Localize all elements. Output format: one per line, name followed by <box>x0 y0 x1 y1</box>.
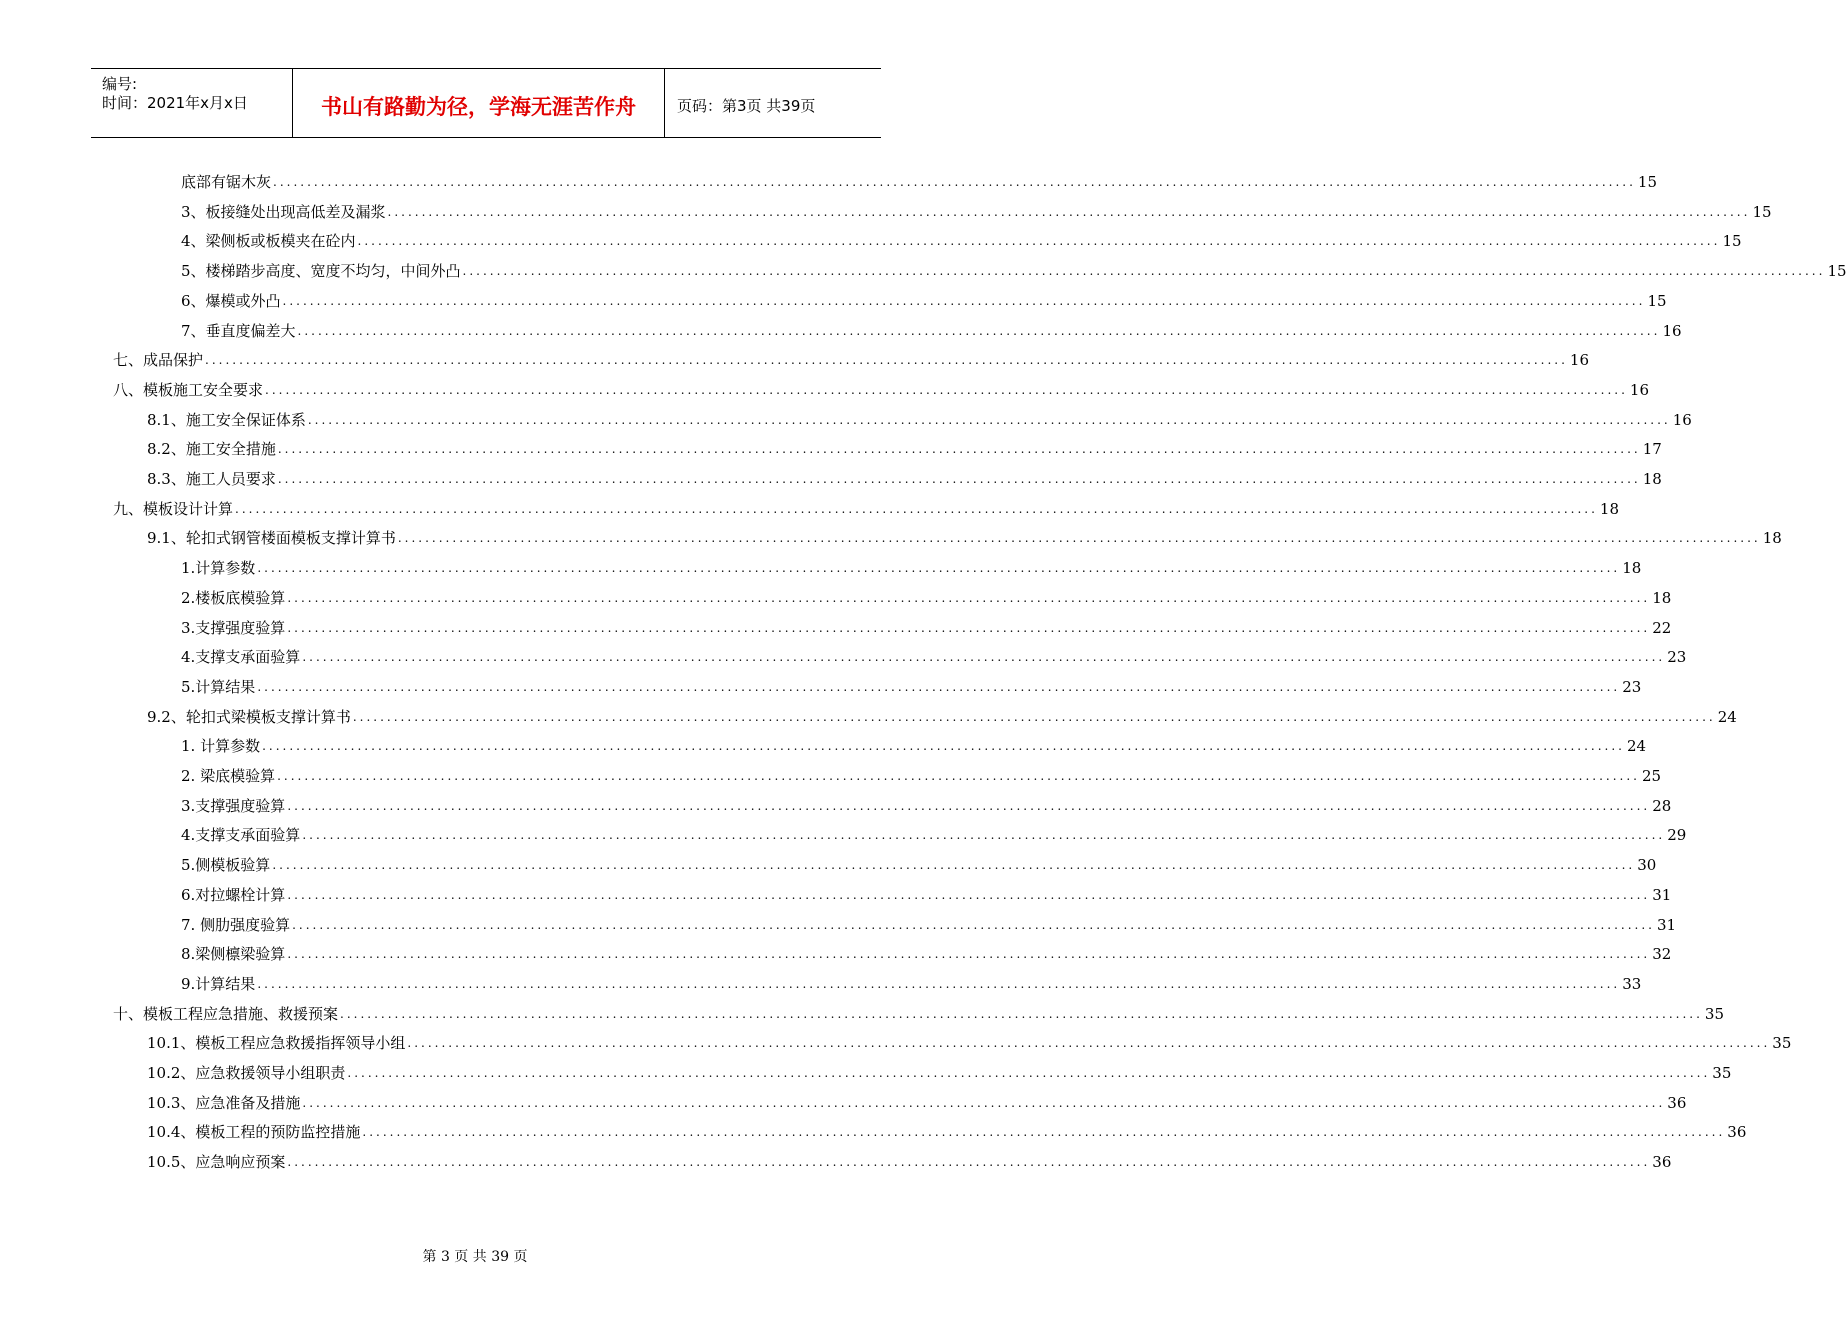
toc-entry-page: 31 <box>1656 915 1677 934</box>
toc-entry-title: 4.支撑支承面验算 <box>181 648 301 667</box>
toc-dot-leader: ........................................................................................................................................................................................................ <box>407 1036 1771 1051</box>
toc-entry-title: 8.1、施工安全保证体系 <box>147 410 306 429</box>
toc-entry[interactable] <box>147 437 1662 459</box>
toc-entry-title: 10.5、应急响应预案 <box>147 1153 286 1172</box>
toc-entry[interactable] <box>147 1061 1732 1083</box>
toc-entry[interactable] <box>181 764 1662 786</box>
toc-entry-page: 24 <box>1626 737 1647 756</box>
toc-entry[interactable] <box>181 942 1672 964</box>
toc-entry-title: 6.对拉螺栓计算 <box>181 885 286 904</box>
toc-entry-title: 4、梁侧板或板模夹在砼内 <box>181 232 356 251</box>
toc-entry-title: 9.1、轮扣式钢管楼面模板支撑计算书 <box>147 529 396 548</box>
toc-entry-page: 23 <box>1622 677 1642 696</box>
toc-entry-title: 5、楼梯踏步高度、宽度不均匀，中间外凸 <box>181 262 461 281</box>
toc-entry-title: 8.2、施工安全措施 <box>147 440 276 459</box>
toc-entry-title: 8.梁侧檩梁验算 <box>181 945 286 964</box>
toc-entry-page: 17 <box>1642 440 1662 459</box>
toc-dot-leader: ........................................................................................................................................................................................................ <box>292 917 1655 932</box>
toc-entry[interactable] <box>147 1091 1687 1113</box>
toc-dot-leader: ........................................................................................................................................................................................................ <box>287 620 1651 635</box>
toc-entry-title: 3.支撑强度验算 <box>181 796 286 815</box>
toc-dot-leader: ........................................................................................................................................................................................................ <box>282 293 1646 308</box>
toc-dot-leader: ........................................................................................................................................................................................................ <box>235 501 1598 516</box>
toc-entry-page: 18 <box>1622 559 1642 578</box>
toc-entry-title: 10.3、应急准备及措施 <box>147 1093 301 1112</box>
toc-entry-title: 4.支撑支承面验算 <box>181 826 301 845</box>
toc-dot-leader: ........................................................................................................................................................................................................ <box>302 1095 1666 1110</box>
toc-entry[interactable] <box>181 616 1672 638</box>
toc-entry-page: 22 <box>1652 618 1672 637</box>
toc-entry[interactable] <box>147 526 1782 548</box>
toc-entry-title: 7. 侧肋强度验算 <box>181 915 291 934</box>
toc-dot-leader: ........................................................................................................................................................................................................ <box>287 590 1651 605</box>
toc-entry-title: 八、模板施工安全要求 <box>113 380 264 399</box>
toc-dot-leader: ........................................................................................................................................................................................................ <box>302 828 1666 843</box>
toc-entry[interactable] <box>147 467 1662 489</box>
toc-entry-title: 七、成品保护 <box>113 351 204 370</box>
toc-dot-leader: ........................................................................................................................................................................................................ <box>265 382 1628 397</box>
toc-entry-title: 10.4、模板工程的预防监控措施 <box>147 1123 361 1142</box>
toc-entry-page: 32 <box>1652 945 1672 964</box>
toc-entry-page: 15 <box>1827 262 1847 281</box>
toc-dot-leader: ........................................................................................................................................................................................................ <box>257 976 1621 991</box>
toc-entry-page: 25 <box>1641 767 1662 785</box>
toc-entry[interactable] <box>181 319 1682 341</box>
toc-entry-page: 23 <box>1667 648 1687 667</box>
toc-dot-leader: ........................................................................................................................................................................................................ <box>352 709 1716 724</box>
toc-entry[interactable] <box>113 497 1619 519</box>
toc-entry-page: 24 <box>1717 707 1737 726</box>
toc-entry-title: 1.计算参数 <box>181 559 256 578</box>
toc-dot-leader: ........................................................................................................................................................................................................ <box>362 1125 1726 1140</box>
toc-dot-leader: ........................................................................................................................................................................................................ <box>257 679 1621 694</box>
toc-entry-page: 29 <box>1667 826 1687 845</box>
toc-entry-page: 28 <box>1652 796 1672 815</box>
toc-entry-page: 33 <box>1622 974 1642 993</box>
toc-entry-page: 35 <box>1704 1004 1724 1023</box>
header-page-info: 页码：第3页 共39页 <box>677 97 816 115</box>
toc-entry-title: 3、板接缝处出现高低差及漏浆 <box>181 202 386 221</box>
toc-entry[interactable] <box>181 229 1742 251</box>
toc-entry-title: 5.侧模板验算 <box>181 856 271 875</box>
toc-entry-title: 8.3、施工人员要求 <box>147 470 276 488</box>
toc-entry-title: 十、模板工程应急措施、救援预案 <box>113 1004 339 1023</box>
toc-entry[interactable] <box>113 1002 1724 1024</box>
toc-entry-title: 5.计算结果 <box>181 677 256 696</box>
toc-dot-leader: ........................................................................................................................................................................................................ <box>302 650 1666 665</box>
toc-entry-page: 35 <box>1712 1064 1732 1082</box>
toc-entry-title: 2. 梁底模验算 <box>181 767 276 785</box>
toc-entry-title: 10.2、应急救援领导小组职责 <box>147 1064 346 1082</box>
toc-entry[interactable] <box>181 913 1677 935</box>
toc-entry-title: 3.支撑强度验算 <box>181 618 286 637</box>
toc-entry-page: 16 <box>1662 321 1682 340</box>
toc-dot-leader: ........................................................................................................................................................................................................ <box>277 442 1641 457</box>
toc-entry-page: 36 <box>1667 1093 1687 1112</box>
toc-entry[interactable] <box>181 259 1847 281</box>
toc-entry-page: 36 <box>1727 1123 1747 1142</box>
toc-entry-title: 底部有锯木灰 <box>181 173 272 191</box>
toc-entry[interactable] <box>181 645 1687 667</box>
page-footer: 第 3 页 共 39 页 <box>422 1249 528 1265</box>
toc-entry[interactable] <box>181 734 1647 756</box>
toc-entry[interactable] <box>181 556 1642 578</box>
toc-dot-leader: ........................................................................................................................................................................................................ <box>307 412 1671 427</box>
toc-entry[interactable] <box>181 823 1687 845</box>
toc-entry-page: 16 <box>1569 351 1589 370</box>
toc-dot-leader: ........................................................................................................................................................................................................ <box>287 947 1651 962</box>
toc-dot-leader: ........................................................................................................................................................................................................ <box>462 264 1826 279</box>
toc-entry-title: 6、爆模或外凸 <box>181 291 281 310</box>
toc-entry-title: 9.计算结果 <box>181 974 256 993</box>
toc-entry[interactable] <box>181 170 1657 192</box>
toc-entry-title: 九、模板设计计算 <box>113 499 234 518</box>
toc-dot-leader: ........................................................................................................................................................................................................ <box>277 472 1641 486</box>
toc-entry-page: 36 <box>1652 1153 1672 1172</box>
toc-entry-title: 2.楼板底模验算 <box>181 588 286 607</box>
toc-dot-leader: ........................................................................................................................................................................................................ <box>287 887 1651 902</box>
toc-entry[interactable] <box>181 289 1667 311</box>
toc-dot-leader: ........................................................................................................................................................................................................ <box>272 858 1636 873</box>
toc-entry-page: 18 <box>1762 529 1782 548</box>
toc-dot-leader: ........................................................................................................................................................................................................ <box>340 1006 1703 1021</box>
document-time-label: 时间：2021年x月x日 <box>102 94 248 112</box>
header-motto: 书山有路勤为径，学海无涯苦作舟 <box>321 95 636 119</box>
toc-dot-leader: ........................................................................................................................................................................................................ <box>397 531 1761 546</box>
toc-dot-leader: ........................................................................................................................................................................................................ <box>262 739 1625 754</box>
toc-entry-page: 18 <box>1642 470 1662 488</box>
toc-dot-leader: ........................................................................................................................................................................................................ <box>387 204 1751 219</box>
toc-dot-leader: ........................................................................................................................................................................................................ <box>347 1066 1711 1080</box>
toc-entry-title: 10.1、模板工程应急救援指挥领导小组 <box>147 1034 406 1053</box>
document-number-label: 编号: <box>102 75 138 93</box>
toc-entry[interactable] <box>113 348 1589 370</box>
toc-entry[interactable] <box>181 794 1672 816</box>
toc-entry-page: 15 <box>1722 232 1742 251</box>
toc-dot-leader: ........................................................................................................................................................................................................ <box>297 323 1661 338</box>
toc-entry[interactable] <box>113 378 1649 400</box>
toc-entry[interactable] <box>181 853 1657 875</box>
toc-entry-page: 16 <box>1672 410 1692 429</box>
toc-entry-page: 15 <box>1647 291 1667 310</box>
toc-entry-page: 15 <box>1752 202 1772 221</box>
toc-dot-leader: ........................................................................................................................................................................................................ <box>205 353 1568 368</box>
toc-entry-title: 9.2、轮扣式梁模板支撑计算书 <box>147 707 351 726</box>
toc-entry-page: 35 <box>1772 1034 1792 1053</box>
toc-entry-page: 31 <box>1652 885 1672 904</box>
toc-entry[interactable] <box>147 1120 1747 1142</box>
toc-entry[interactable] <box>181 586 1672 608</box>
toc-entry-title: 7、垂直度偏差大 <box>181 321 296 340</box>
toc-entry[interactable] <box>181 972 1642 994</box>
toc-entry-page: 18 <box>1652 588 1672 607</box>
toc-entry[interactable] <box>147 408 1692 430</box>
toc-entry-title: 1. 计算参数 <box>181 737 261 756</box>
toc-entry[interactable] <box>147 705 1737 727</box>
toc-entry-page: 18 <box>1599 499 1619 518</box>
toc-dot-leader: ........................................................................................................................................................................................................ <box>273 175 1636 189</box>
toc-entry[interactable] <box>147 1150 1672 1172</box>
toc-entry[interactable] <box>147 1031 1792 1053</box>
toc-entry-page: 16 <box>1629 380 1649 399</box>
toc-entry[interactable] <box>181 883 1672 905</box>
toc-entry-page: 15 <box>1637 173 1657 191</box>
toc-dot-leader: ........................................................................................................................................................................................................ <box>357 234 1721 249</box>
toc-entry-page: 30 <box>1637 856 1657 875</box>
toc-entry[interactable] <box>181 675 1642 697</box>
toc-dot-leader: ........................................................................................................................................................................................................ <box>287 798 1651 813</box>
toc-dot-leader: ........................................................................................................................................................................................................ <box>277 769 1640 783</box>
toc-entry[interactable] <box>181 200 1772 222</box>
toc-dot-leader: ........................................................................................................................................................................................................ <box>257 561 1621 576</box>
toc-dot-leader: ........................................................................................................................................................................................................ <box>287 1155 1651 1170</box>
